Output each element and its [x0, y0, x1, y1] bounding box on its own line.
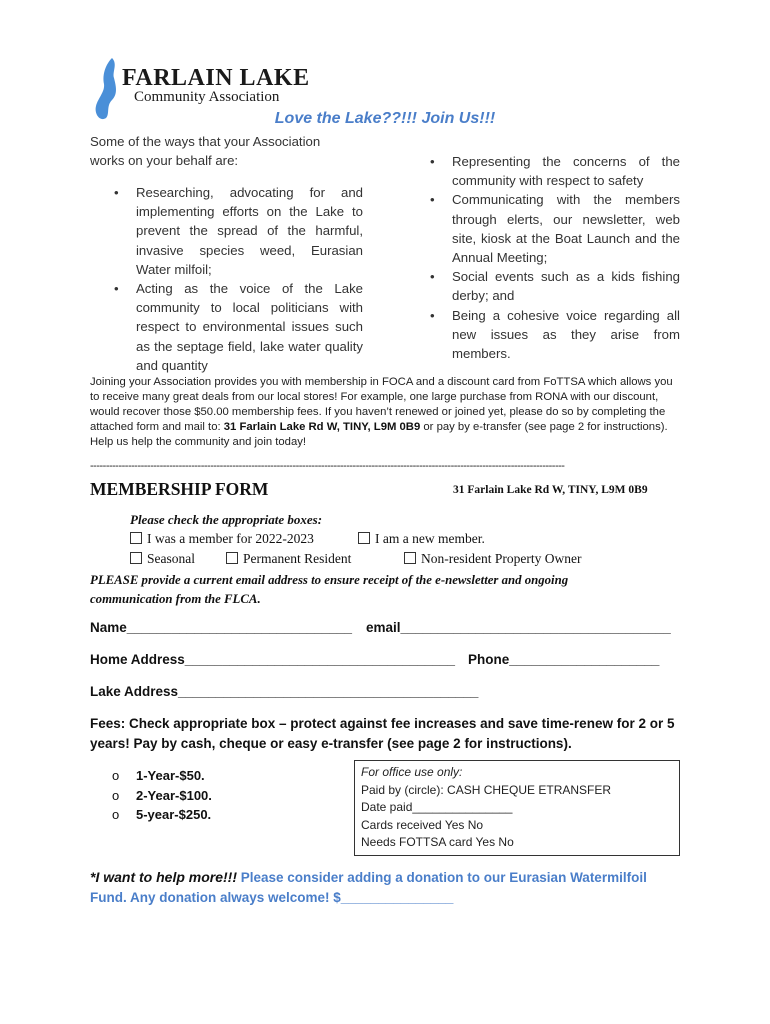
office-use-box — [354, 760, 680, 856]
checkbox-permanent-resident[interactable] — [226, 551, 351, 567]
form-address: 31 Farlain Lake Rd W, TINY, L9M 0B9 — [453, 484, 648, 496]
email-field[interactable]: email____________________________________ — [366, 620, 671, 635]
fee-options — [112, 766, 212, 825]
name-field[interactable]: Name______________________________ — [90, 620, 353, 635]
office-date-paid: Date paid_______________ — [361, 800, 513, 814]
checkbox-label: I was a member for 2022-2023 — [147, 531, 314, 546]
option-label: 2-Year-$100. — [136, 787, 212, 803]
checkbox-label: Non-resident Property Owner — [421, 551, 582, 566]
left-bullet-list — [112, 183, 363, 375]
fees-instructions: Fees: Check appropriate box – protect against fee increases and save time-renew for 2 or 5 years! Pay by cash, cheque or easy e-transfer (see page 2 for instructions). — [90, 716, 675, 751]
checkbox-label: Permanent Resident — [243, 551, 352, 566]
list-item: • Being a cohesive voice regarding all new issues as they arise from members. — [428, 306, 680, 364]
check-heading: Please check the appropriate boxes: — [130, 512, 323, 527]
office-needs-fottsa: Needs FOTTSA card Yes No — [361, 835, 514, 849]
checkbox-non-resident[interactable] — [404, 551, 581, 567]
option-marker: o — [112, 807, 120, 822]
list-item: • Representing the concerns of the community with respect to safety — [428, 152, 680, 190]
intro-text: Some of the ways that your Association works on your behalf are: — [90, 134, 321, 168]
option-label: 5-year-$250. — [136, 807, 212, 822]
mailing-address: 31 Farlain Lake Rd W, TINY, L9M 0B9 — [223, 421, 421, 433]
office-cards-received: Cards received Yes No — [361, 817, 484, 832]
checkbox-label: I am a new member. — [375, 531, 485, 546]
logo-title: FARLAIN LAKE — [122, 65, 310, 91]
office-title: For office use only: — [361, 765, 463, 779]
donation-field[interactable]: Fund. Any donation always welcome! $_______________ — [90, 890, 454, 905]
home-address-field[interactable]: Home Address____________________________________ — [90, 652, 456, 667]
donation-appeal — [90, 867, 690, 908]
option-label: 1-Year-$50. — [136, 768, 205, 783]
logo-subtitle: Community Association — [134, 89, 280, 105]
office-paid-by: Paid by (circle): CASH CHEQUE ETRANSFER — [361, 782, 612, 797]
list-item: • Acting as the voice of the Lake community to local politicians with respect to environmental issues such as the septage field, lake water quality and quantity — [112, 279, 363, 375]
checkbox-icon[interactable] — [358, 532, 370, 544]
checkbox-icon[interactable] — [130, 552, 142, 564]
checkbox-icon[interactable] — [404, 552, 416, 564]
option-marker: o — [112, 787, 120, 803]
checkbox-new-member[interactable] — [358, 531, 485, 547]
right-bullet-list — [428, 152, 680, 363]
form-title: MEMBERSHIP FORM — [90, 479, 269, 499]
list-item: • Researching, advocating for and implementing efforts on the Lake to prevent the spread of the harmful, invasive species weed, Eurasian Water milfoil; — [112, 183, 363, 279]
joining-text-end: or pay by e-transfer (see page 2 for instructions). Help us help the community and join today! — [90, 421, 668, 448]
fee-option-1-year[interactable] — [112, 766, 212, 786]
checkbox-member-2022[interactable] — [130, 531, 314, 547]
headline: Love the Lake??!!! Join Us!!! — [274, 110, 496, 127]
option-marker: o — [112, 768, 120, 783]
fee-option-5-year[interactable] — [112, 805, 212, 825]
joining-paragraph — [90, 375, 682, 450]
email-notice: PLEASE provide a current email address to ensure receipt of the e-newsletter and ongoing communication from the FLCA. — [90, 573, 569, 606]
checkbox-label: Seasonal — [147, 551, 195, 566]
cut-line-divider: ------------------------------------------------------------------------------------------------------------------------------------------------------ — [90, 460, 565, 472]
list-item: • Social events such as a kids fishing derby; and — [428, 267, 680, 305]
joining-text: Joining your Association provides you with membership in FOCA and a discount card from FoTTSA which allows you to receive many great deals from our local stores! For example, one large purchase from RONA with our discount, would recover those $50.00 membership fees. If you haven’t renewed or joined yet, please do so by completing the attached form and mail to: — [90, 376, 673, 433]
help-text: Please consider adding a donation to our Eurasian Watermilfoil — [237, 870, 647, 885]
phone-field[interactable]: Phone____________________ — [468, 652, 660, 667]
checkbox-seasonal[interactable] — [130, 551, 195, 567]
list-item: • Communicating with the members through elerts, our newsletter, web site, kiosk at the Boat Launch and the Annual Meeting; — [428, 190, 680, 267]
lake-address-field[interactable]: Lake Address________________________________________ — [90, 684, 479, 699]
checkbox-icon[interactable] — [130, 532, 142, 544]
fee-option-2-year[interactable] — [112, 786, 212, 806]
help-lead: *I want to help more!!! — [90, 869, 237, 885]
checkbox-icon[interactable] — [226, 552, 238, 564]
